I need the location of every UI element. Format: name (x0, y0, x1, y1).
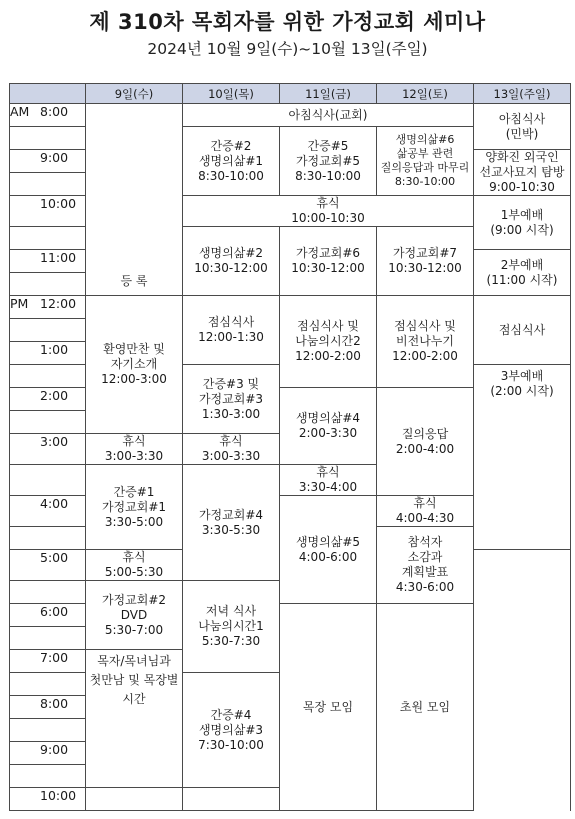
time-slot-half (10, 581, 86, 604)
event-d12-qa: 질의응답 2:00-4:00 (377, 388, 474, 496)
event-d10-testimony4: 간증#4 생명의삶#3 7:30-10:00 (183, 673, 280, 788)
event-d12-lunch: 점심식사 및 비전나누기 12:00-2:00 (377, 296, 474, 388)
time-label-8am: AM 8:00 (10, 104, 86, 127)
event-d13-tour: 양화진 외국인 선교사묘지 탐방 9:00-10:30 (474, 150, 571, 196)
event-d9-rest: 휴식 3:00-3:30 (86, 434, 183, 465)
event-d10-testimony3: 간증#3 및 가정교회#3 1:30-3:00 (183, 365, 280, 434)
event-d11-testimony5: 간증#5 가정교회#5 8:30-10:00 (280, 127, 377, 196)
time-label-11am: 11:00 (10, 250, 86, 273)
event-d10-testimony2: 간증#2 생명의삶#1 8:30-10:00 (183, 127, 280, 196)
event-d10-life2: 생명의삶#2 10:30-12:00 (183, 227, 280, 296)
schedule-table (9, 83, 571, 811)
event-d13-lunch: 점심식사 (474, 296, 571, 365)
event-d11-life4: 생명의삶#4 2:00-3:30 (280, 388, 377, 465)
time-label-5pm: 5:00 (10, 550, 86, 581)
time-label-3pm: 3:00 (10, 434, 86, 465)
time-slot-half (10, 719, 86, 742)
time-label-9am: 9:00 (10, 150, 86, 173)
event-d12-participants: 참석자 소감과 계획발표 4:30-6:00 (377, 527, 474, 604)
time-slot-half (10, 673, 86, 696)
event-d11-life5: 생명의삶#5 4:00-6:00 (280, 496, 377, 604)
header-day-12: 12일(토) (377, 84, 474, 104)
event-d9-pastor-spouse: 목자/목녀님과 첫만남 및 목장별 시간 (86, 650, 183, 788)
event-d10-dinner: 저녁 식사 나눔의시간1 5:30-7:30 (183, 581, 280, 673)
header-day-10: 10일(목) (183, 84, 280, 104)
event-d13-service3: 3부예배 (2:00 시작) (474, 365, 571, 550)
event-d9-home2: 가정교회#2 DVD 5:30-7:00 (86, 581, 183, 650)
event-d12-rest: 휴식 4:00-4:30 (377, 496, 474, 527)
time-label-10pm: 10:00 (10, 788, 86, 811)
header-day-11: 11일(금) (280, 84, 377, 104)
event-registration: 등 록 (86, 104, 183, 296)
time-label-4pm: 4:00 (10, 496, 86, 527)
event-d12-life6: 생명의삶#6 삶공부 관련 질의응답과 마무리 8:30-10:00 (377, 127, 474, 196)
event-d10-rest: 휴식 3:00-3:30 (183, 434, 280, 465)
time-label-7pm: 7:00 (10, 650, 86, 673)
event-d13-breakfast: 아침식사 (민박) (474, 104, 571, 150)
time-label-9pm: 9:00 (10, 742, 86, 765)
event-d9-rest2: 휴식 5:00-5:30 (86, 550, 183, 581)
page-subtitle: 2024년 10월 9일(수)~10월 13일(주일) (147, 40, 428, 58)
time-slot-half (10, 319, 86, 342)
event-d11-home6: 가정교회#6 10:30-12:00 (280, 227, 377, 296)
event-d12-home7: 가정교회#7 10:30-12:00 (377, 227, 474, 296)
event-d11-pastor-meeting: 목장 모임 (280, 604, 377, 811)
time-slot-half (10, 127, 86, 150)
event-d11-rest: 휴식 3:30-4:00 (280, 465, 377, 496)
header-day-13: 13일(주일) (474, 84, 571, 104)
time-label-8pm: 8:00 (10, 696, 86, 719)
time-label-10am: 10:00 (10, 196, 86, 227)
event-breakfast-church: 아침식사(교회) (183, 104, 474, 127)
header-day-9: 9일(수) (86, 84, 183, 104)
time-slot-half (10, 365, 86, 388)
event-rest-1000: 휴식 10:00-10:30 (183, 196, 474, 227)
time-label-6pm: 6:00 (10, 604, 86, 627)
time-slot-half (10, 627, 86, 650)
event-d12-grassland-meeting: 초원 모임 (377, 604, 474, 811)
event-d11-lunch: 점심식사 및 나눔의시간2 12:00-2:00 (280, 296, 377, 388)
time-label-1pm: 1:00 (10, 342, 86, 365)
time-slot-half (10, 765, 86, 788)
time-slot-half (10, 273, 86, 296)
time-slot-half (10, 411, 86, 434)
header-time (10, 84, 86, 104)
event-d9-testimony1: 간증#1 가정교회#1 3:30-5:00 (86, 465, 183, 550)
time-slot-half (10, 527, 86, 550)
time-slot-half (10, 173, 86, 196)
event-d13-service1: 1부예배 (9:00 시작) (474, 196, 571, 250)
time-label-2pm: 2:00 (10, 388, 86, 411)
time-slot-half (10, 227, 86, 250)
event-d10-lunch: 점심식사 12:00-1:30 (183, 296, 280, 365)
time-label-12pm: PM 12:00 (10, 296, 86, 319)
header-row (10, 84, 571, 104)
event-d13-service2: 2부예배 (11:00 시작) (474, 250, 571, 296)
time-slot-half (10, 465, 86, 496)
event-d10-home4: 가정교회#4 3:30-5:30 (183, 465, 280, 581)
empty-d10-end (183, 788, 280, 811)
event-d9-welcome: 환영만찬 및 자기소개 12:00-3:00 (86, 296, 183, 434)
empty-d9-end (86, 788, 183, 811)
page-title: 제 310차 목회자를 위한 가정교회 세미나 (89, 10, 486, 34)
